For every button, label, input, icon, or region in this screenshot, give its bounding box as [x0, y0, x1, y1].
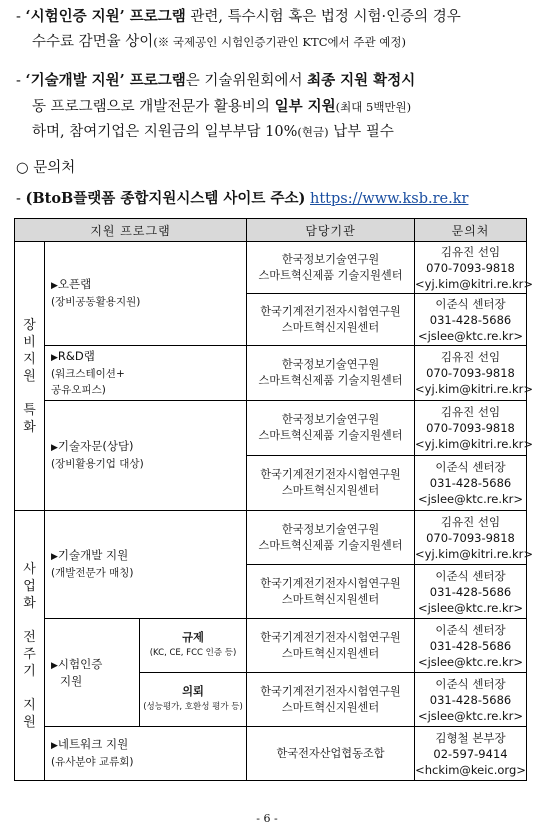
- site-label: (BtoB플랫폼 종합지원시스템 사이트 주소): [25, 190, 306, 207]
- org-cell: 한국정보기술연구원 스마트혁신제품 기술지원센터: [247, 401, 415, 456]
- contact-heading: ○ 문의처: [16, 160, 76, 176]
- program-cert: ▶시험인증 지원: [45, 619, 140, 727]
- subprogram-regulation: 규제 (KC, CE, FCC 인증 등): [140, 619, 247, 673]
- header-program: 지원 프로그램: [15, 219, 247, 242]
- contact-cell: 이준식 센터장 031-428-5686 <jslee@ktc.re.kr>: [415, 565, 527, 619]
- header-contact: 문의처: [415, 219, 527, 242]
- category-commercialization: 사 업 화 전 주 기 지 원: [15, 511, 45, 781]
- org-cell: 한국기계전기전자시험연구원 스마트혁신지원센터: [247, 456, 415, 511]
- contact-cell: 이준식 센터장 031-428-5686 <jslee@ktc.re.kr>: [415, 619, 527, 673]
- site-line: - (BtoB플랫폼 종합지원시스템 사이트 주소) https://www.ksb.re.kr: [16, 190, 469, 207]
- org-cell: 한국정보기술연구원 스마트혁신제품 기술지원센터: [247, 346, 415, 401]
- org-cell: 한국기계전기전자시험연구원 스마트혁신지원센터: [247, 673, 415, 727]
- techdev-program-title: ‘기술개발 지원’ 프로그램: [25, 72, 186, 89]
- contact-cell: 김형철 본부장 02-597-9414 <hckim@keic.org>: [415, 727, 527, 781]
- cert-program-title: ‘시험인증 지원’ 프로그램: [25, 8, 186, 25]
- category-equipment: 장 비 지 원 특 화: [15, 242, 45, 511]
- bullet-techdev: - ‘기술개발 지원’ 프로그램은 기술위원회에서 최종 지원 확정시 동 프로그램으로 개발전문가 활용비의 일부 지원(최대 5백만원) 하며, 참여기업은 지원금의 일부부담 10%(현금) 납부 필수: [16, 72, 416, 140]
- subprogram-request: 의뢰 (성능평가, 호환성 평가 등): [140, 673, 247, 727]
- program-open-lab: ▶오픈랩 (장비공동활용지원): [45, 242, 247, 346]
- contact-cell: 김유진 선임 070-7093-9818 <yj.kim@kitri.re.kr>: [415, 401, 527, 456]
- org-cell: 한국정보기술연구원 스마트혁신제품 기술지원센터: [247, 511, 415, 565]
- org-cell: 한국기계전기전자시험연구원 스마트혁신지원센터: [247, 619, 415, 673]
- program-network: ▶네트워크 지원 (유사분야 교류회): [45, 727, 247, 781]
- program-consult: ▶기술자문(상담) (장비활용기업 대상): [45, 401, 247, 511]
- contact-cell: 이준식 센터장 031-428-5686 <jslee@ktc.re.kr>: [415, 456, 527, 511]
- contact-cell: 김유진 선임 070-7093-9818 <yj.kim@kitri.re.kr>: [415, 346, 527, 401]
- org-cell: 한국전자산업협동조합: [247, 727, 415, 781]
- page-number: - 6 -: [256, 812, 278, 825]
- org-cell: 한국기계전기전자시험연구원 스마트혁신지원센터: [247, 565, 415, 619]
- site-url-link[interactable]: https://www.ksb.re.kr: [309, 191, 469, 207]
- contact-cell: 김유진 선임 070-7093-9818 <yj.kim@kitri.re.kr>: [415, 511, 527, 565]
- bullet-cert-fee: - ‘시험인증 지원’ 프로그램 관련, 특수시험 혹은 법정 시험·인증의 경우 수수료 감면율 상이(※ 국제공인 시험인증기관인 KTC에서 주관 예정): [16, 8, 461, 50]
- program-techdev: ▶기술개발 지원 (개발전문가 매칭): [45, 511, 247, 619]
- contact-table: [14, 218, 534, 781]
- org-cell: 한국정보기술연구원 스마트혁신제품 기술지원센터: [247, 242, 415, 294]
- header-org: 담당기관: [247, 219, 415, 242]
- contact-cell: 이준식 센터장 031-428-5686 <jslee@ktc.re.kr>: [415, 294, 527, 346]
- program-rnd-lab: ▶R&D랩 (워크스테이션+ 공유오피스): [45, 346, 247, 401]
- contact-cell: 김유진 선임 070-7093-9818 <yj.kim@kitri.re.kr>: [415, 242, 527, 294]
- contact-cell: 이준식 센터장 031-428-5686 <jslee@ktc.re.kr>: [415, 673, 527, 727]
- org-cell: 한국기계전기전자시험연구원 스마트혁신지원센터: [247, 294, 415, 346]
